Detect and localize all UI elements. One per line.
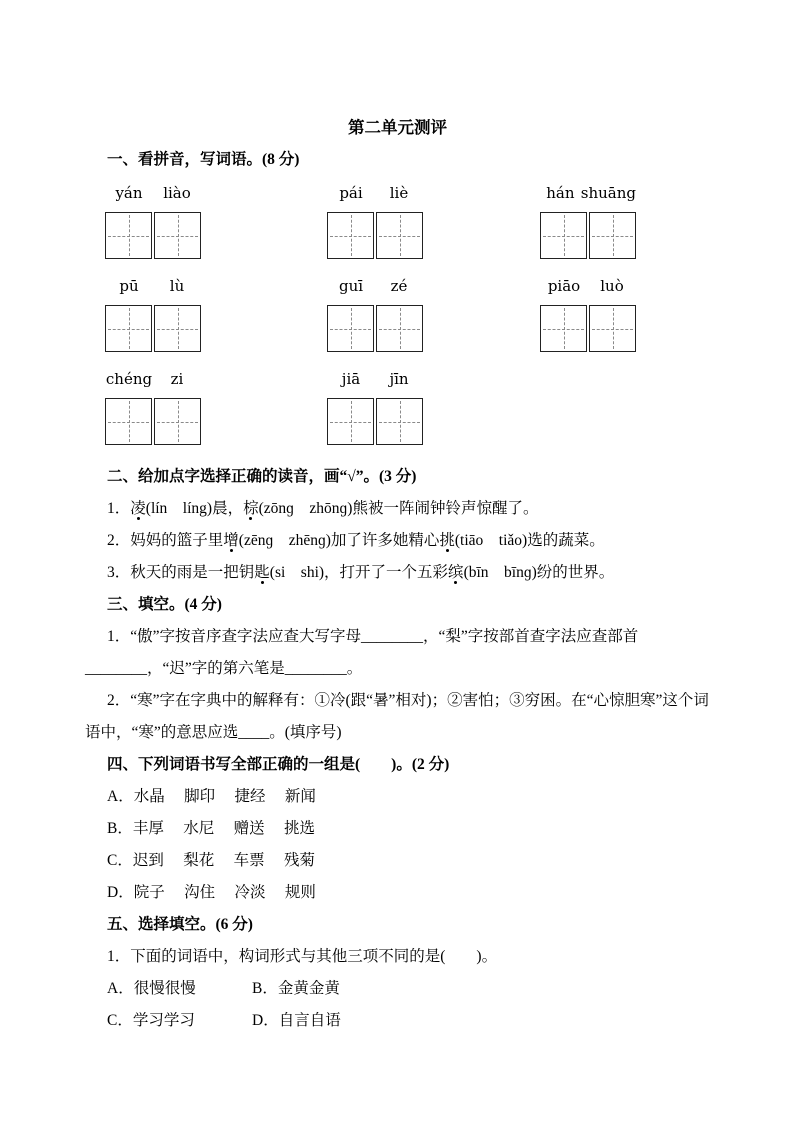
emphasized-char: 缤	[448, 564, 464, 581]
tianzige-cell[interactable]	[105, 305, 152, 352]
pinyin-syllable: luò	[600, 277, 624, 295]
section3-heading: 三、填空。(4 分)	[107, 596, 222, 613]
sentence-pinyin-choice	[85, 493, 710, 525]
pinyin-row	[85, 182, 710, 259]
choice-option-b: B．丰厚 水尼 赠送 挑选	[107, 820, 315, 837]
pinyin-syllable: lù	[169, 277, 185, 295]
pinyin-syllable: shuāng	[580, 184, 636, 202]
pinyin-syllable: hán	[546, 184, 575, 202]
pinyin-syllable: zi	[170, 370, 184, 388]
writing-grid	[105, 305, 201, 352]
option-row	[85, 1005, 710, 1037]
choice-option-a: A．很慢很慢	[107, 980, 196, 997]
pinyin-label	[327, 368, 423, 390]
emphasized-char: 棕	[243, 500, 259, 517]
section5-heading: 五、选择填空。(6 分)	[107, 916, 253, 933]
tianzige-cell[interactable]	[376, 398, 423, 445]
writing-grid	[540, 212, 636, 259]
pinyin-label	[105, 368, 201, 390]
section4-heading: 四、下列词语书写全部正确的一组是( )。(2 分)	[107, 756, 450, 773]
pinyin-label	[105, 182, 201, 204]
text-segment: 2．妈妈的篮子里	[107, 532, 224, 549]
choice-option-d: D．自言自语	[252, 1012, 341, 1029]
choice-option-a: A．水晶 脚印 捷经 新闻	[107, 788, 316, 805]
pinyin-syllable: liào	[163, 184, 191, 202]
fill-blank-item: 1．“傲”字按音序查字法应查大写字母________，“梨”字按部首查字法应查部首________，“迟”字的第六笔是________。	[85, 628, 639, 677]
pinyin-syllable: guī	[338, 277, 364, 295]
tianzige-cell[interactable]	[589, 305, 636, 352]
text-segment: (si shi)，打开了一个五彩	[269, 564, 449, 581]
choice-option-b: B．金黄金黄	[252, 980, 340, 997]
tianzige-cell[interactable]	[540, 305, 587, 352]
text-segment: 3．秋天的雨是一把钥	[107, 564, 255, 581]
writing-grid	[540, 305, 636, 352]
tianzige-cell[interactable]	[376, 212, 423, 259]
emphasized-char: 凌	[130, 500, 146, 517]
pinyin-syllable: jiā	[341, 370, 361, 388]
tianzige-cell[interactable]	[154, 398, 201, 445]
pinyin-word-block	[327, 182, 423, 259]
pinyin-word-block	[540, 182, 636, 259]
writing-grid	[327, 212, 423, 259]
pinyin-word-block	[105, 368, 201, 445]
tianzige-cell[interactable]	[376, 305, 423, 352]
tianzige-cell[interactable]	[154, 212, 201, 259]
writing-grid	[105, 398, 201, 445]
pinyin-word-block	[327, 368, 423, 445]
pinyin-word-block	[327, 275, 423, 352]
pinyin-label	[327, 275, 423, 297]
pinyin-word-block	[105, 182, 201, 259]
text-segment: (bīn bīnɡ)纷的世界。	[463, 564, 615, 581]
pinyin-syllable: chéng	[105, 370, 153, 388]
choice-option-c: C．学习学习	[107, 1012, 195, 1029]
tianzige-cell[interactable]	[540, 212, 587, 259]
tianzige-cell[interactable]	[105, 212, 152, 259]
pinyin-label	[540, 182, 636, 204]
pinyin-label	[105, 275, 201, 297]
pinyin-syllable: jīn	[389, 370, 409, 388]
tianzige-cell[interactable]	[327, 212, 374, 259]
text-segment: (lín líng)晨，	[145, 500, 244, 517]
sentence-pinyin-choice	[85, 525, 710, 557]
pinyin-word-block	[540, 275, 636, 352]
tianzige-cell[interactable]	[105, 398, 152, 445]
writing-grid	[327, 398, 423, 445]
pinyin-label	[540, 275, 636, 297]
text-segment: (zēnɡ zhēnɡ)加了许多她精心	[238, 532, 440, 549]
choice-option-c: C．迟到 梨花 车票 残菊	[107, 852, 315, 869]
text-segment: (tiāo tiǎo)选的蔬菜。	[454, 532, 605, 549]
choice-option-d: D．院子 沟住 冷淡 规则	[107, 884, 316, 901]
pinyin-row	[85, 368, 710, 445]
pinyin-label	[327, 182, 423, 204]
pinyin-syllable: zé	[390, 277, 408, 295]
fill-blank-item: 2．“寒”字在字典中的解释有：①冷(跟“暑”相对)；②害怕；③穷困。在“心惊胆寒”这个词语中，“寒”的意思应选____。(填序号)	[85, 692, 709, 741]
writing-grid	[105, 212, 201, 259]
emphasized-char: 匙	[254, 564, 270, 581]
pinyin-row	[85, 275, 710, 352]
pinyin-syllable: pū	[119, 277, 139, 295]
emphasized-char: 挑	[439, 532, 455, 549]
pinyin-syllable: pái	[339, 184, 363, 202]
pinyin-syllable: liè	[389, 184, 409, 202]
tianzige-cell[interactable]	[589, 212, 636, 259]
section2-heading: 二、给加点字选择正确的读音，画“√”。(3 分)	[107, 468, 417, 485]
pinyin-syllable: piāo	[547, 277, 581, 295]
pinyin-syllable: yán	[115, 184, 143, 202]
option-row	[85, 973, 710, 1005]
text-segment: (zōnɡ zhōnɡ)熊被一阵闹钟铃声惊醒了。	[258, 500, 539, 517]
tianzige-cell[interactable]	[154, 305, 201, 352]
question-text: 1．下面的词语中，构词形式与其他三项不同的是( )。	[107, 948, 498, 965]
tianzige-cell[interactable]	[327, 305, 374, 352]
page-title: 第二单元测评	[348, 118, 447, 137]
tianzige-cell[interactable]	[327, 398, 374, 445]
section1-heading: 一、看拼音，写词语。(8 分)	[107, 151, 300, 168]
emphasized-char: 增	[223, 532, 239, 549]
pinyin-word-block	[105, 275, 201, 352]
sentence-pinyin-choice	[85, 557, 710, 589]
pinyin-writing-section	[85, 182, 710, 445]
writing-grid	[327, 305, 423, 352]
text-segment: 1．	[107, 500, 131, 517]
